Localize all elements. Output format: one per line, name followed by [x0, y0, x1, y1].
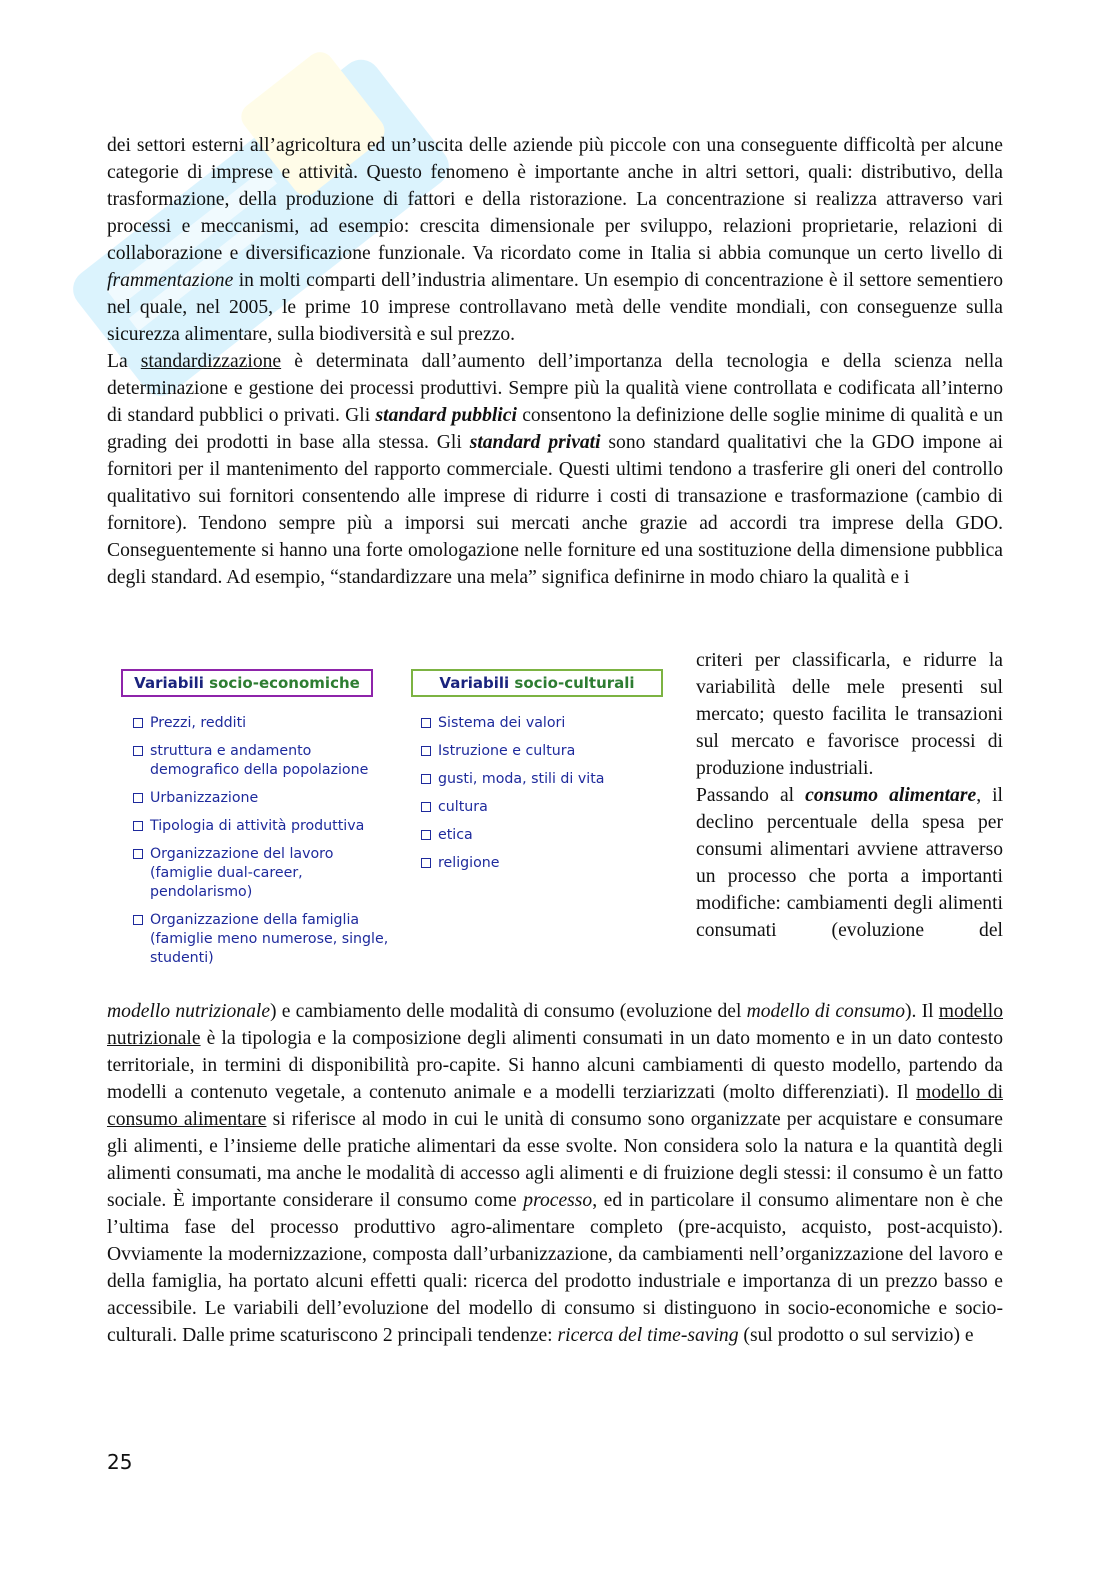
paragraph-standardizzazione: La standardizzazione è determinata dall’aumento dell’importanza della tecnologia e della scienza nella determinazione e gestione dei processi produttivi. Sempre più la qualità viene controllata e codificata all’interno di standard pubblici o privati. Gli standard pubblici consentono la definizione delle soglie minime di qualità e un grading dei prodotti in base alla stessa. Gli standard privati sono standard qualitativi che la GDO impone ai fornitori per il mantenimento del rapporto commerciale. Questi ultimi tendono a trasferire gli oneri del controllo qualitativo sui fornitori consentendo alle imprese di ridurre i costi di transazione e trasformazione (cambio di fornitore). Tendono sempre più a imporsi sui mercati anche grazie ad accordi tra imprese della GDO. Conseguentemente si hanno una forte omologazione nelle forniture ed una sostituzione della dimensione pubblica degli standard. Ad esempio, “standardizzare una mela” significa definirne in modo chiaro la qualità e i: [107, 351, 1003, 588]
list-item: Organizzazione del lavoro (famiglie dual-career, pendolarismo): [133, 845, 393, 902]
socio-economic-header: Variabili socio-economiche: [121, 669, 373, 697]
checkbox-icon: [133, 821, 143, 831]
text-block-concentrazione: [107, 132, 1003, 591]
list-item: gusti, moda, stili di vita: [421, 770, 661, 789]
checkbox-icon: [133, 793, 143, 803]
paragraph-side-1: criteri per classificarla, e ridurre la variabilità delle mele presenti sul mercato; questo facilita le transazioni sul mercato e favorisce processi di produzione industriali.: [696, 650, 1003, 779]
checkbox-icon: [421, 718, 431, 728]
socio-economic-list: [133, 714, 393, 977]
checkbox-icon: [421, 802, 431, 812]
list-item: Organizzazione della famiglia (famiglie meno numerose, single, studenti): [133, 911, 393, 968]
socio-cultural-header: Variabili socio-culturali: [411, 669, 663, 697]
list-item: Sistema dei valori: [421, 714, 661, 733]
paragraph-modello-consumo: modello nutrizionale) e cambiamento delle modalità di consumo (evoluzione del modello di consumo). Il modello nutrizionale è la tipologia e la composizione degli alimenti consumati in un dato momento e in un dato contesto territoriale, in termini di disponibilità pro-capite. Si hanno alcuni cambiamenti di questo modello, partendo da modelli a contenuto vegetale, a contenuto animale e a modelli terziarizzati (molto differenziati). Il modello di consumo alimentare si riferisce al modo in cui le unità di consumo sono organizzate per acquistare e consumare gli alimenti, e l’insieme delle pratiche alimentari da esse svolte. Non considera solo la natura e la quantità degli alimenti consumati, ma anche le modalità di accesso agli alimenti e di fruizione degli stessi: il consumo è un fatto sociale. È importante considerare il consumo come processo, ed in particolare il consumo alimentare non è che l’ultima fase del processo produttivo agro-alimentare completo (pre-acquisto, acquisto, post-acquisto). Ovviamente la modernizzazione, composta dall’urbanizzazione, da cambiamenti nell’organizzazione del lavoro e della famiglia, ha portato alcuni effetti quali: ricerca del prodotto industriale e importanza di un prezzo basso e accessibile. Le variabili dell’evoluzione del modello di consumo si distinguono in socio-economiche e socio-culturali. Dalle prime scaturiscono 2 principali tendenze: ricerca del time-saving (sul prodotto o sul servizio) e: [107, 1001, 1004, 1346]
paragraph-consumo-alimentare: Passando al consumo alimentare, il declino percentuale della spesa per consumi alimentari avviene attraverso un processo che porta a importanti modifiche: cambiamenti degli alimenti consumati (evoluzione del: [696, 785, 1003, 941]
checkbox-icon: [421, 858, 431, 868]
list-item: Tipologia di attività produttiva: [133, 817, 393, 836]
checkbox-icon: [421, 830, 431, 840]
checkbox-icon: [133, 915, 143, 925]
checkbox-icon: [421, 746, 431, 756]
page-number: 25: [107, 1450, 133, 1474]
list-item: Prezzi, redditi: [133, 714, 393, 733]
checkbox-icon: [133, 718, 143, 728]
checkbox-icon: [133, 746, 143, 756]
socio-cultural-list: [421, 714, 661, 882]
paragraph-concentrazione: dei settori esterni all’agricoltura ed un’uscita delle aziende più piccole con una conseguente difficoltà per alcune categorie di imprese e attività. Questo fenomeno è importante anche in altri settori, quali: distributivo, della trasformazione, della produzione di fattori e della ristorazione. La concentrazione si realizza attraverso vari processi e meccanismi, ad esempio: crescita dimensionale per sviluppo, relazioni proprietarie, relazioni di collaborazione e diversificazione funzionale. Va ricordato come in Italia si abbia comunque un certo livello di frammentazione in molti comparti dell’industria alimentare. Un esempio di concentrazione è il settore sementiero nel quale, nel 2005, le prime 10 imprese controllavano metà delle vendite mondiali, con conseguenze sulla sicurezza alimentare, sulla biodiversità e sul prezzo.: [107, 135, 1003, 345]
text-block-modello: [107, 998, 1003, 1349]
side-column-text: [696, 647, 1003, 944]
list-item: Istruzione e cultura: [421, 742, 661, 761]
list-item: religione: [421, 854, 661, 873]
list-item: Urbanizzazione: [133, 789, 393, 808]
checkbox-icon: [421, 774, 431, 784]
list-item: struttura e andamento demografico della popolazione: [133, 742, 393, 780]
checkbox-icon: [133, 849, 143, 859]
list-item: etica: [421, 826, 661, 845]
variables-figure: [107, 660, 682, 980]
list-item: cultura: [421, 798, 661, 817]
